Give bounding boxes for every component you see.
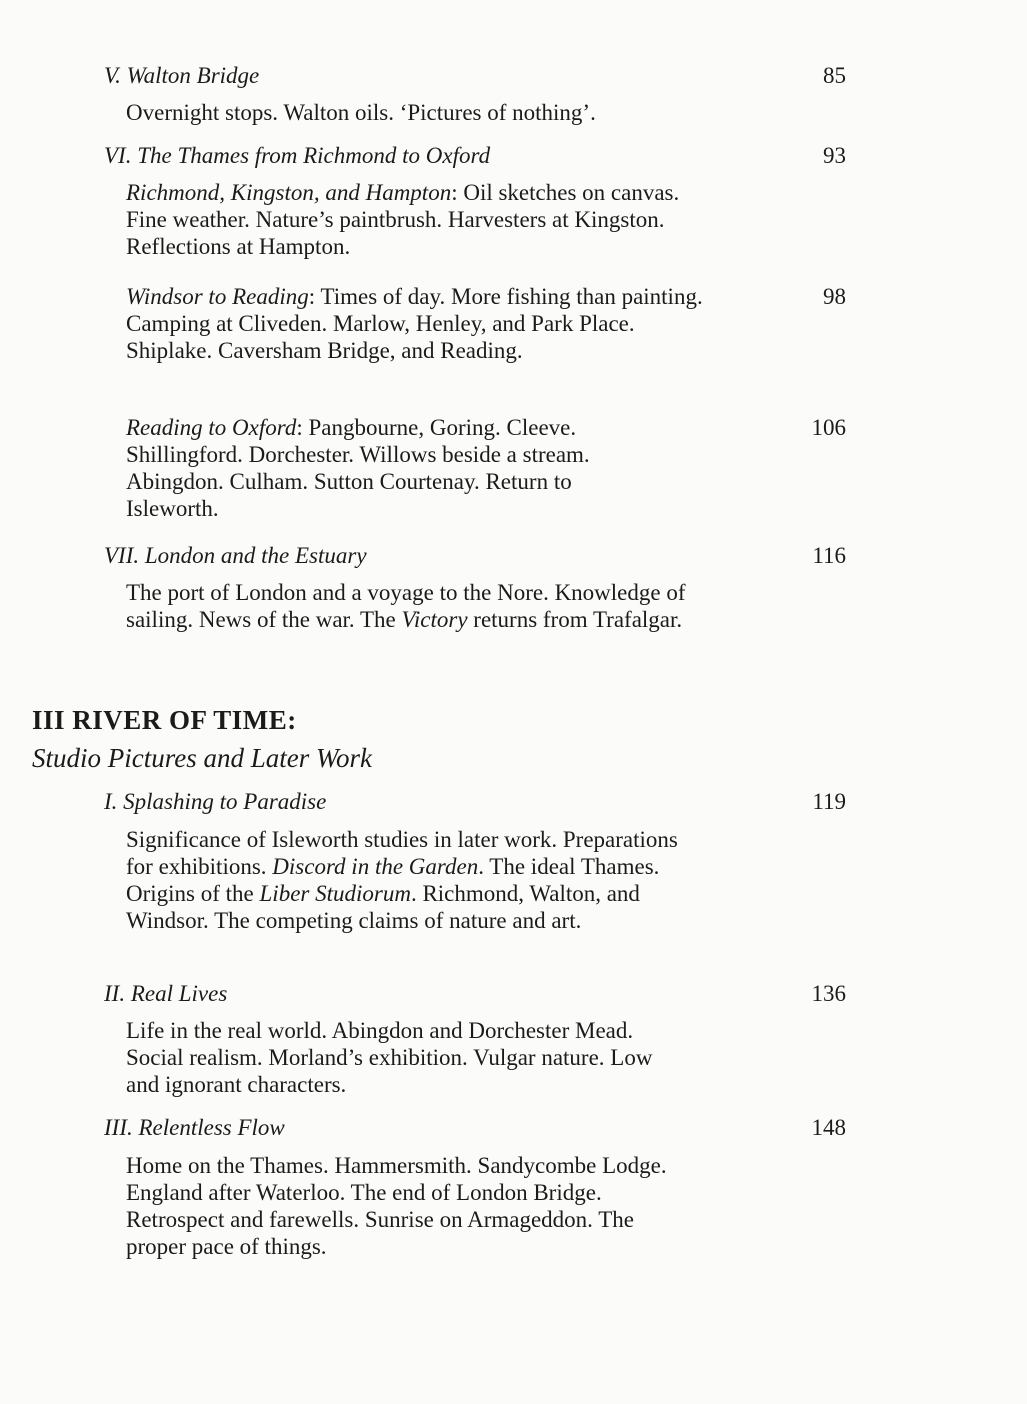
page-number: 148 [811,1115,846,1140]
entry-title: VII. London and the Estuary [104,543,367,568]
page-number: 93 [823,143,846,168]
description-paragraph [126,99,726,126]
entry-description [126,1152,686,1260]
part-title: III RIVER OF TIME: [32,705,297,735]
page-number: 106 [811,415,846,440]
entry-description [126,283,706,364]
italic-text: Richmond, Kingston, and Hampton [126,180,452,205]
text-run: Overnight stops. Walton oils. ‘Pictures of nothing’. [126,100,596,125]
description-paragraph [126,826,706,934]
description-paragraph [126,179,696,260]
description-paragraph [126,579,701,633]
text-run: The port of London and a voyage to the Nore. Knowledge of sailing. News of the war. The [126,580,686,632]
text-run: returns from Trafalgar. [467,607,683,632]
text-run: Life in the real world. Abingdon and Dorchester Mead. Social realism. Morland’s exhibition. Vulgar nature. Low and ignorant characters. [126,1018,653,1097]
entry-description [126,99,726,126]
page-number: 85 [823,63,846,88]
text-run: . Richmond, Walton, and Windsor. The competing claims of nature and art. [126,881,640,933]
italic-text: Victory [401,607,468,632]
entry-title: VI. The Thames from Richmond to Oxford [104,143,491,168]
italic-text: Windsor to Reading [126,284,309,309]
text-run: Home on the Thames. Hammersmith. Sandycombe Lodge. England after Waterloo. The end of London Bridge. Retrospect and farewells. Sunrise on Armageddon. The proper pace of things. [126,1153,667,1259]
entry-title: III. Relentless Flow [104,1115,285,1140]
description-paragraph [126,283,706,364]
text-run: Significance of Isleworth studies in later work. Preparations for exhibitions. [126,827,678,879]
text-run: : Times of day. More fishing than painting. Camping at Cliveden. Marlow, Henley, and Park Place. Shiplake. Caversham Bridge, and Reading. [126,284,703,363]
entry-title: II. Real Lives [104,981,228,1006]
italic-text: Liber Studiorum [259,881,411,906]
page-number: 119 [812,789,846,814]
description-paragraph [126,414,666,522]
entry-description [126,414,666,522]
italic-text: Discord in the Garden [272,854,479,879]
description-paragraph [126,1152,686,1260]
entry-description [126,826,706,934]
text-run: : Oil sketches on canvas. Fine weather. Nature’s paintbrush. Harvesters at Kingston. Reflections at Hampton. [126,180,680,259]
text-run: . The ideal Thames. Origins of the [126,854,660,906]
description-paragraph [126,1017,686,1098]
page-number: 98 [823,284,846,309]
italic-text: Reading to Oxford [126,415,297,440]
text-run: : Pangbourne, Goring. Cleeve. Shillingford. Dorchester. Willows beside a stream. Abingdon. Culham. Sutton Courtenay. Return to Isleworth. [126,415,590,521]
entry-description [126,179,696,260]
page-number: 116 [812,543,846,568]
entry-description [126,579,701,633]
entry-description [126,1017,686,1098]
page-number: 136 [811,981,846,1006]
part-subtitle: Studio Pictures and Later Work [32,743,372,773]
entry-title: I. Splashing to Paradise [104,789,327,814]
entry-title: V. Walton Bridge [104,63,260,88]
